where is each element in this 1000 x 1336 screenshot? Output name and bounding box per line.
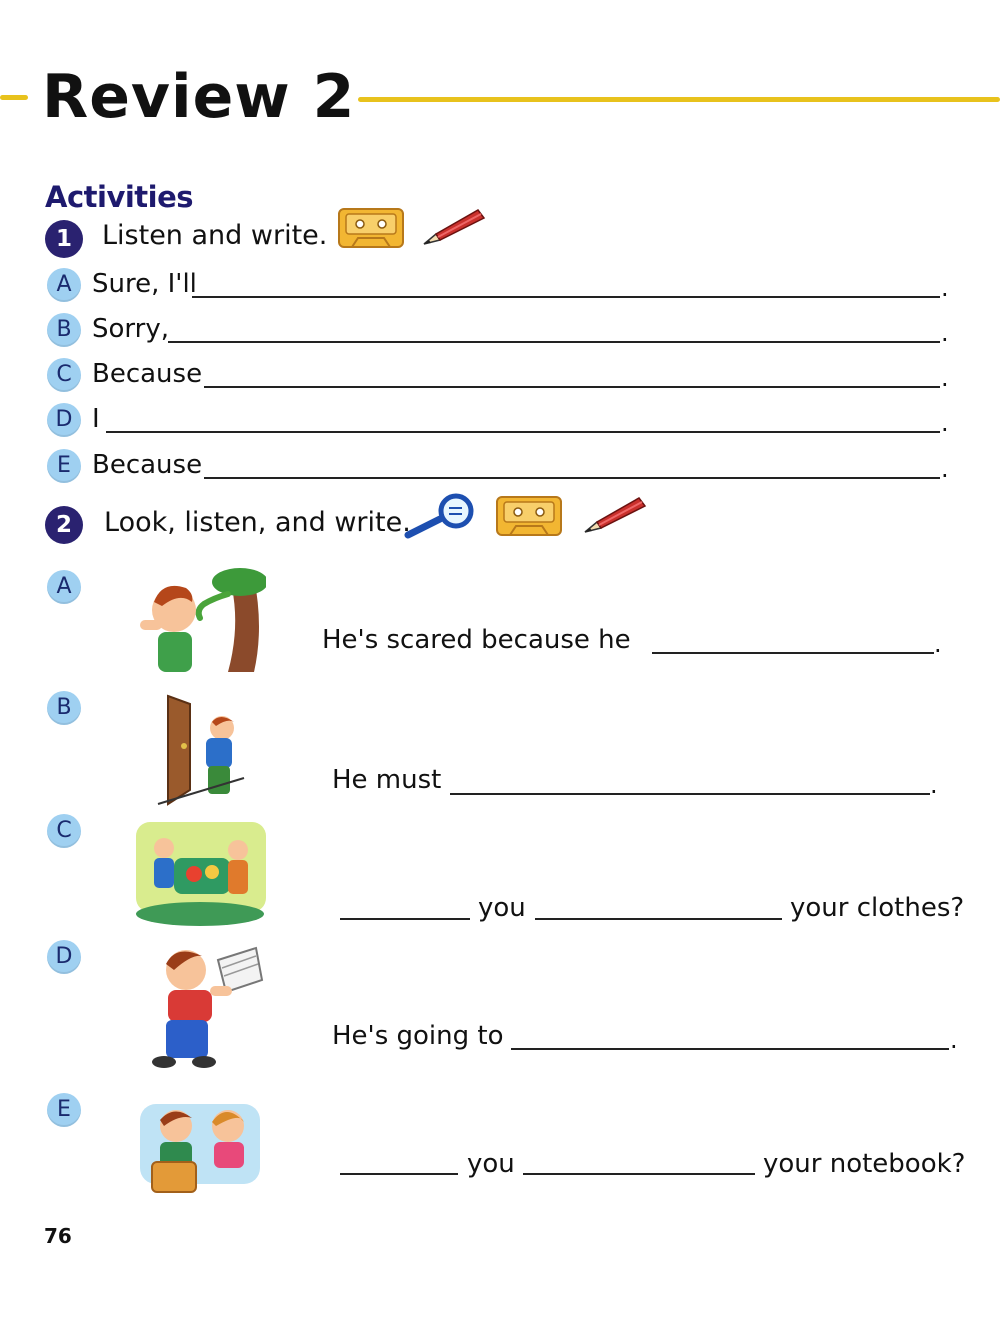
boy-door-icon <box>156 694 248 808</box>
item-1e-blank[interactable] <box>204 477 940 479</box>
cassette-icon <box>496 496 562 536</box>
item-2b-letter: B <box>47 691 81 725</box>
item-1d-letter: D <box>47 403 81 437</box>
item-1a-letter: A <box>47 268 81 302</box>
item-1b-blank[interactable] <box>168 341 940 343</box>
item-2a-text: He's scared because he <box>322 625 631 655</box>
pencil-icon <box>583 494 649 536</box>
item-2d-text: He's going to <box>332 1021 504 1051</box>
item-1e-prefix: Because <box>92 450 203 480</box>
item-2e-tail: your notebook? <box>763 1149 966 1179</box>
item-2e-blank-1[interactable] <box>340 1173 458 1175</box>
item-2e-letter: E <box>47 1093 81 1127</box>
activity-1-number: 1 <box>45 220 83 258</box>
activity-2-number: 2 <box>45 506 83 544</box>
boy-papers-icon <box>152 944 266 1070</box>
item-1c-period: . <box>941 364 949 392</box>
title-rule-right <box>358 97 1000 102</box>
item-2b-blank[interactable] <box>450 793 930 795</box>
page-title: Review 2 <box>42 62 356 132</box>
activity-2-instruction: Look, listen, and write. <box>104 507 411 538</box>
activity-1-instruction: Listen and write. <box>102 220 328 251</box>
item-1d-blank[interactable] <box>106 431 940 433</box>
item-2b-period: . <box>930 771 938 799</box>
item-1d-prefix: I <box>92 404 100 434</box>
item-2d-blank[interactable] <box>511 1048 949 1050</box>
item-2a-period: . <box>934 630 942 658</box>
page-number: 76 <box>44 1224 72 1248</box>
item-1a-period: . <box>941 274 949 302</box>
boy-scared-snake-icon <box>132 568 266 680</box>
magnifier-icon <box>404 493 482 541</box>
item-1e-letter: E <box>47 449 81 483</box>
children-bag-icon <box>136 1098 264 1200</box>
item-1a-prefix: Sure, I'll <box>92 269 197 299</box>
item-1d-period: . <box>941 409 949 437</box>
item-2c-letter: C <box>47 814 81 848</box>
item-2e-word: you <box>467 1149 515 1179</box>
item-2a-blank[interactable] <box>652 652 934 654</box>
item-2c-blank-2[interactable] <box>535 918 782 920</box>
item-2c-word: you <box>478 893 526 923</box>
item-2b-text: He must <box>332 765 442 795</box>
pencil-icon <box>422 206 488 248</box>
item-2d-letter: D <box>47 940 81 974</box>
cassette-icon <box>338 208 404 248</box>
item-1c-letter: C <box>47 358 81 392</box>
item-1b-prefix: Sorry, <box>92 314 169 344</box>
item-2a-letter: A <box>47 570 81 604</box>
item-1c-blank[interactable] <box>204 386 940 388</box>
item-2c-blank-1[interactable] <box>340 918 470 920</box>
item-2d-period: . <box>950 1026 958 1054</box>
item-1c-prefix: Because <box>92 359 203 389</box>
item-1e-period: . <box>941 455 949 483</box>
item-1b-period: . <box>941 319 949 347</box>
item-2e-blank-2[interactable] <box>523 1173 755 1175</box>
title-rule-left <box>0 95 28 100</box>
item-1a-blank[interactable] <box>192 296 940 298</box>
children-clothes-icon <box>134 820 268 926</box>
item-1b-letter: B <box>47 313 81 347</box>
section-heading: Activities <box>45 180 194 214</box>
item-2c-tail: your clothes? <box>790 893 965 923</box>
